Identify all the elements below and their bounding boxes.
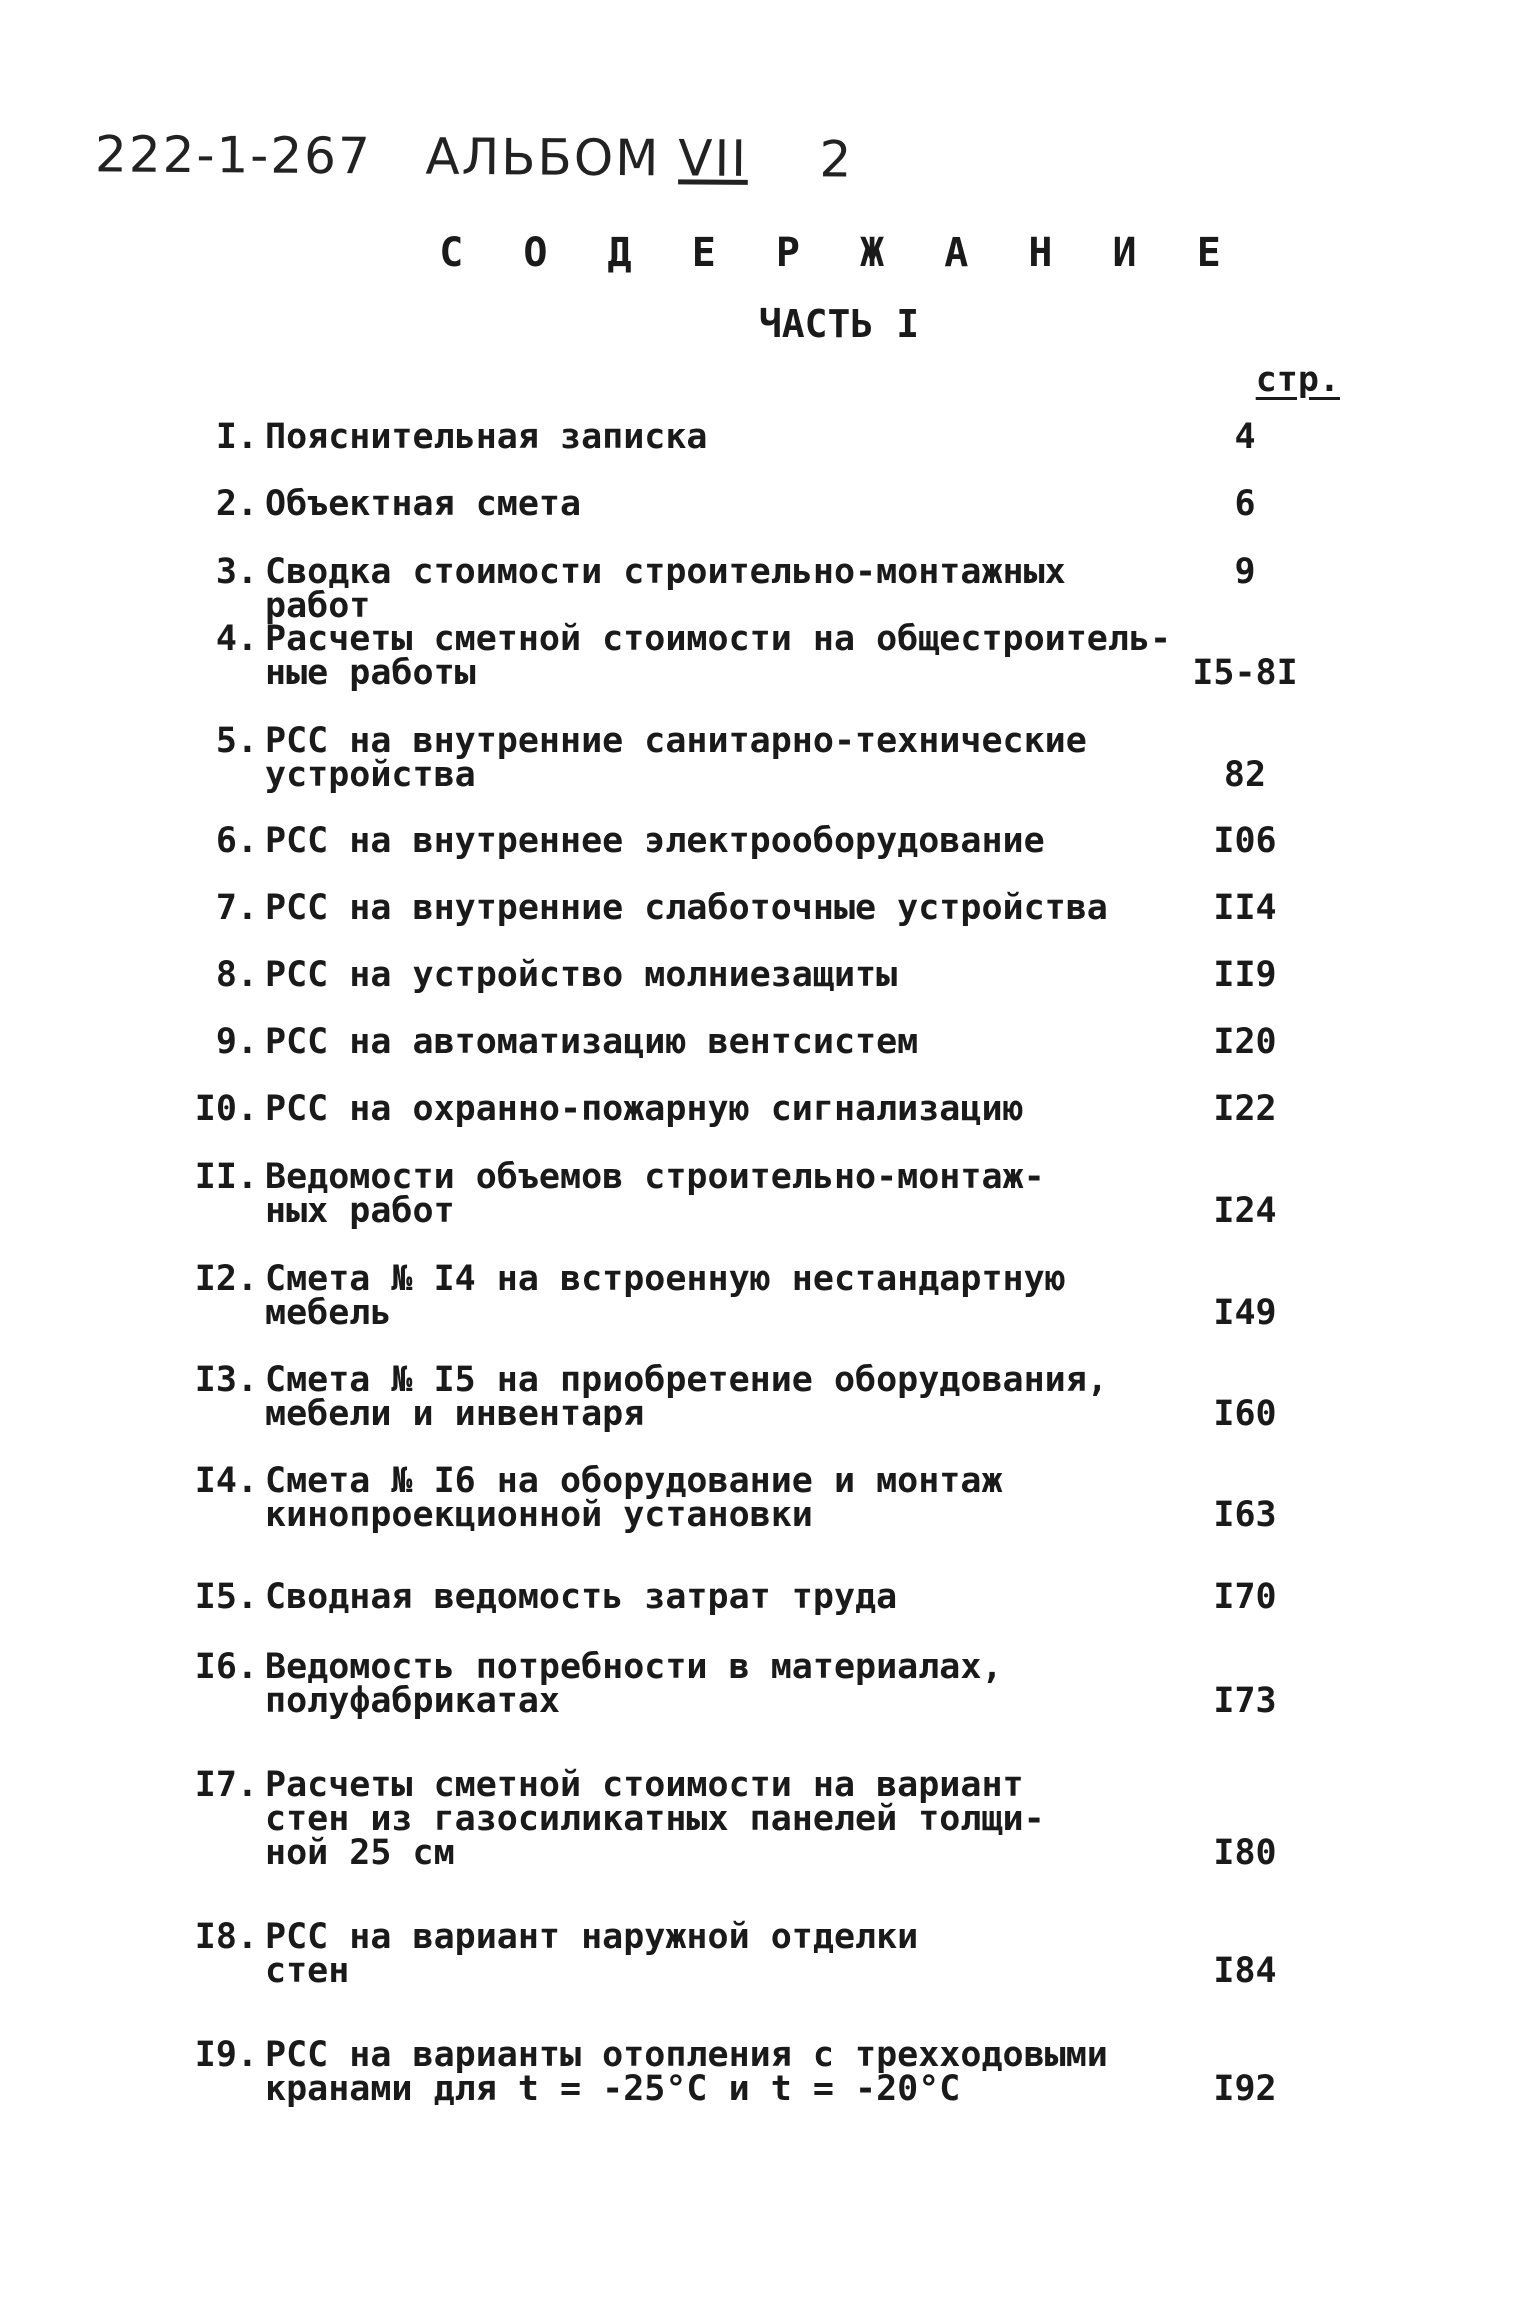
toc-entry-title: Объектная смета (265, 484, 582, 524)
toc-entry-number: 3. (215, 552, 258, 592)
toc-entry-title: Сводка стоимости строительно-монтажных работ (265, 552, 1066, 626)
toc-entry-page: I49 (1213, 1293, 1277, 1333)
toc-entry-page: II9 (1213, 955, 1277, 995)
toc-entry-number: I0. (194, 1089, 258, 1129)
page-number: 2 (819, 130, 854, 189)
album-label: АЛЬБОМ (425, 127, 661, 188)
handwritten-header (95, 125, 854, 188)
toc-entry-number: I9. (194, 2035, 258, 2075)
toc-entry-number: 7. (215, 888, 258, 928)
toc-entry-title: Ведомости объемов строительно-монтаж- ных работ (265, 1157, 1045, 1231)
toc-entry-title: РСС на вариант наружной отделки стен (265, 1917, 919, 1991)
toc-entry-title: РСС на внутренние слаботочные устройства (265, 888, 1108, 928)
toc-entry-number: 2. (215, 484, 258, 524)
part-heading: ЧАСТЬ I (758, 302, 920, 346)
toc-entry-number: I3. (194, 1360, 258, 1400)
toc-entry-number: I7. (194, 1765, 258, 1805)
toc-entry-title: Пояснительная записка (265, 417, 708, 457)
project-code: 222-1-267 (94, 125, 372, 186)
toc-entry-number: 4. (215, 619, 258, 659)
page-column-header: стр. (1255, 360, 1340, 400)
document-title: С О Д Е Р Ж А Н И Е (439, 230, 1239, 276)
toc-entry-number: 8. (215, 955, 258, 995)
toc-entry-page: I92 (1213, 2069, 1277, 2109)
toc-entry-page: I63 (1213, 1495, 1277, 1535)
toc-entry-title: РСС на варианты отопления с трехходовыми кранами для t = -25°С и t = -20°С (265, 2035, 1108, 2109)
toc-entry-number: 5. (215, 721, 258, 761)
toc-entry-title: РСС на устройство молниезащиты (265, 955, 898, 995)
toc-entry-title: Смета № I5 на приобретение оборудования, мебели и инвентаря (265, 1360, 1108, 1434)
toc-entry-page: I70 (1213, 1577, 1277, 1617)
toc-entry-title: Смета № I4 на встроенную нестандартную мебель (265, 1259, 1066, 1333)
toc-entry-title: Расчеты сметной стоимости на вариант стен из газосиликатных панелей толщи- ной 25 см (265, 1765, 1045, 1873)
toc-entry-page: I84 (1213, 1951, 1277, 1991)
toc-entry-number: I. (215, 417, 258, 457)
toc-entry-number: 6. (215, 821, 258, 861)
toc-entry-title: Сводная ведомость затрат труда (265, 1577, 898, 1617)
toc-entry-page: I60 (1213, 1394, 1277, 1434)
toc-entry-page: 4 (1234, 417, 1256, 457)
toc-entry-page: 9 (1234, 552, 1256, 592)
toc-entry-page: I80 (1213, 1833, 1277, 1873)
toc-entry-number: I5. (194, 1577, 258, 1617)
toc-entry-number: I2. (194, 1259, 258, 1299)
toc-entry-title: РСС на охранно-пожарную сигнализацию (265, 1089, 1024, 1129)
toc-entry-page: I06 (1213, 821, 1277, 861)
toc-entry-number: 9. (215, 1022, 258, 1062)
toc-entry-page: I5-8I (1192, 653, 1298, 693)
toc-entry-page: 82 (1223, 755, 1267, 795)
toc-entry-title: Ведомость потребности в материалах, полуфабрикатах (265, 1647, 1003, 1721)
toc-entry-page: I20 (1213, 1022, 1277, 1062)
album-number: VII (678, 129, 749, 188)
toc-entry-number: I8. (194, 1917, 258, 1957)
toc-entry-title: РСС на внутреннее электрооборудование (265, 821, 1045, 861)
toc-entry-page: I24 (1213, 1191, 1277, 1231)
toc-entry-page: 6 (1234, 484, 1256, 524)
toc-entry-number: I6. (194, 1647, 258, 1687)
toc-entry-number: I4. (194, 1461, 258, 1501)
toc-entry-page: I22 (1213, 1089, 1277, 1129)
toc-entry-title: Расчеты сметной стоимости на общестроитель- ные работы (265, 619, 1172, 693)
toc-entry-number: II. (194, 1157, 258, 1197)
toc-entry-title: РСС на автоматизацию вентсистем (265, 1022, 919, 1062)
toc-entry-page: II4 (1213, 888, 1277, 928)
toc-entry-title: Смета № I6 на оборудование и монтаж кинопроекционной установки (265, 1461, 1003, 1535)
toc-entry-page: I73 (1213, 1681, 1277, 1721)
toc-entry-title: РСС на внутренние санитарно-технические устройства (265, 721, 1087, 795)
